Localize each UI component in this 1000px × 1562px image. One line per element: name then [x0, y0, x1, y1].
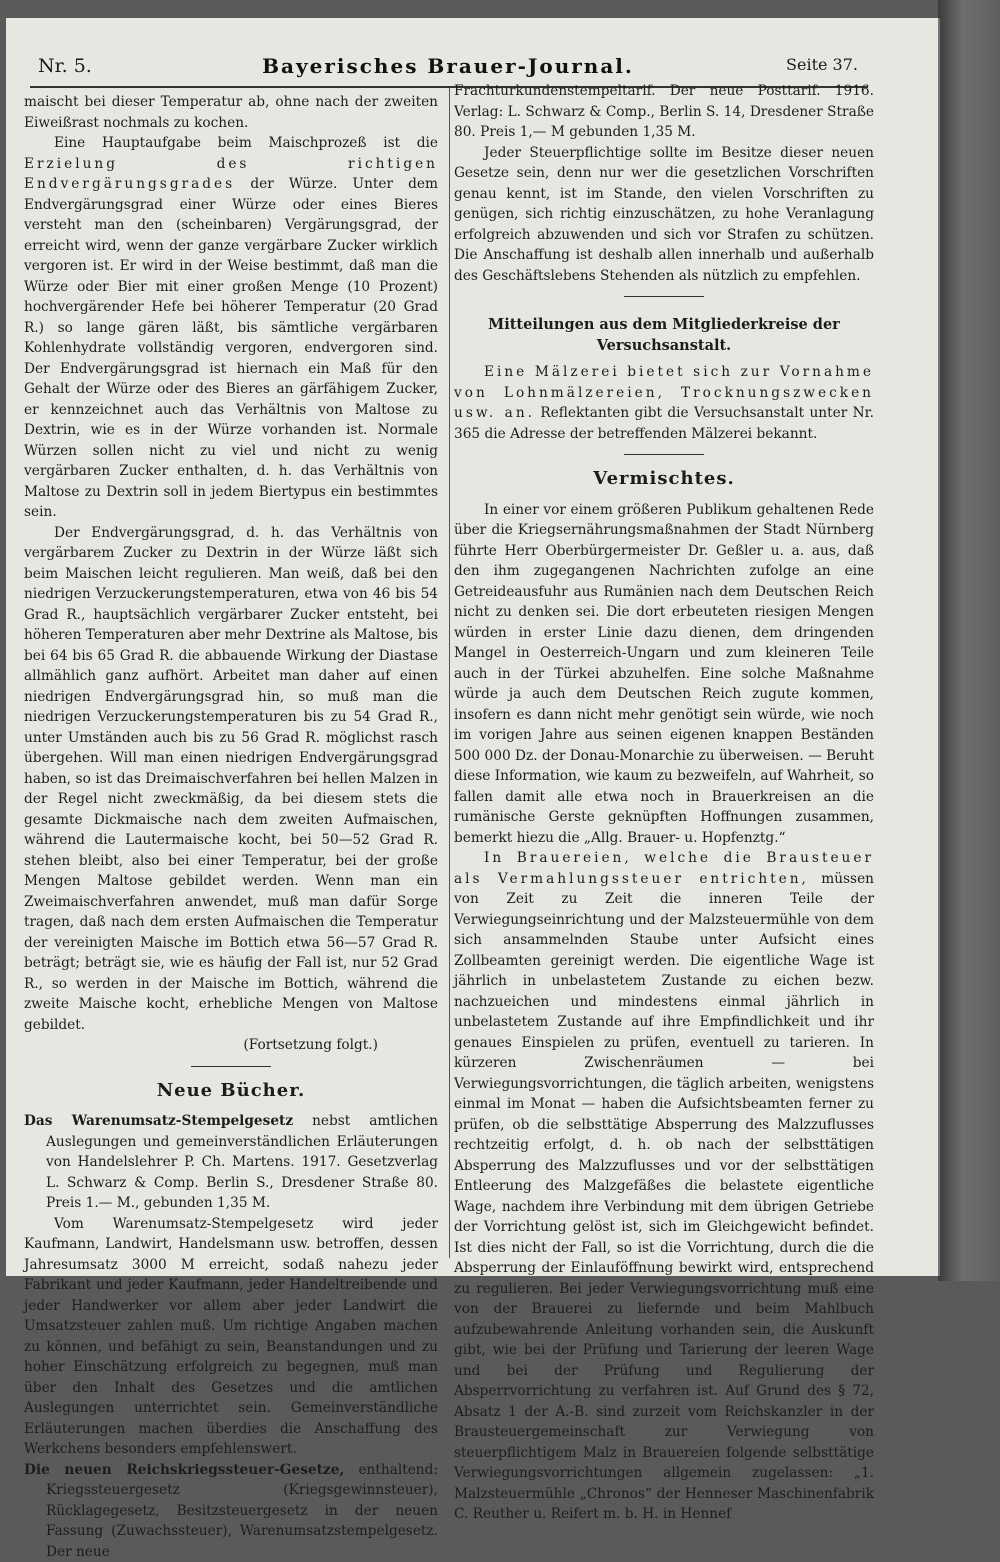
column-divider: [449, 88, 450, 1258]
paragraph: [24, 133, 438, 523]
section-divider: [191, 1066, 271, 1067]
text-run: Eine Hauptaufgabe beim Maischprozeß ist die: [54, 135, 438, 151]
book-details: enthaltend: Kriegssteuergesetz (Kriegsgewinnsteuer), Rücklagegesetz, Besitzsteuergesetz in der neuen Fassung (Zuwachssteuer), Warenumsatzstempelgesetz. Der neue: [46, 1462, 438, 1560]
paragraph: Der Endvergärungsgrad, d. h. das Verhältnis von vergärbarem Zucker zu Dextrin in der Würze läßt sich beim Maischen leicht regulieren. Man weiß, daß bei den niedrigen Verzuckerungstemperaturen, etwa von 46 bis 54 Grad R., hauptsächlich vergärbarer Zucker entsteht, bei höheren Temperaturen aber mehr Dextrine als Maltose, bis bei 64 bis 65 Grad R. die abbauende Wirkung der Diastase allmählich ganz aufhört. Arbeitet man daher auf einen niedrigen Endvergärungsgrad hin, so muß man die niedrigen Verzuckerungstemperaturen bis zu 54 Grad R., unter Umständen auch bis zu 56 Grad R. möglichst rasch übergehen. Will man einen niedrigen Endvergärungsgrad haben, so ist das Dreimaischverfahren bei hellen Malzen in der Regel nicht zweckmäßig, da bei diesem stets die gesamte Dickmaische nach dem zweiten Aufmaischen, während die Lautermaische kocht, bei 50—52 Grad R. stehen bleibt, also bei einer Temperatur, bei der große Mengen Maltose gebildet werden. Wenn man ein Zweimaischverfahren anwendet, muß man dafür Sorge tragen, daß nach dem ersten Aufmaischen die Temperatur der vereinigten Maische im Bottich etwa 56—57 Grad R. beträgt; beträgt sie, wie es häufig der Fall ist, nur 52 Grad R., so werden in der Maische im Bottich, während die zweite Maische kocht, erhebliche Mengen von Maltose gebildet.: [24, 523, 438, 1036]
book-entry: [24, 1111, 438, 1214]
left-column: [24, 92, 438, 1562]
journal-title: Bayerisches Brauer-Journal.: [38, 54, 858, 78]
continuation-note: (Fortsetzung folgt.): [24, 1035, 438, 1056]
paragraph: maischt bei dieser Temperatur ab, ohne nach der zweiten Eiweißrast nochmals zu kochen.: [24, 92, 438, 133]
spaced-text: In Brauereien, welche die Brausteuer als Vermahlungssteuer entrichten,: [454, 850, 874, 887]
paragraph: [454, 848, 874, 1525]
section-heading: Neue Bücher.: [24, 1081, 438, 1102]
paragraph: [454, 362, 874, 444]
section-divider: [624, 296, 704, 297]
book-title: Das Warenumsatz-Stempelgesetz: [24, 1113, 293, 1129]
paragraph: Frachturkundenstempeltarif. Der neue Posttarif. 1916. Verlag: L. Schwarz & Comp., Berlin S. 14, Dresdener Straße 80. Preis 1,— M gebunden 1,35 M.: [454, 81, 874, 143]
spaced-text: Eine Mälzerei bietet sich zur Vornahme von Lohnmälzereien, Trocknungszwecken usw. an.: [454, 364, 874, 421]
issue-number: Nr. 5.: [38, 55, 92, 77]
paragraph: In einer vor einem größeren Publikum gehaltenen Rede über die Kriegsernährungsmaßnahmen der Stadt Nürnberg führte Herr Oberbürgermeister Dr. Geßler u. a. aus, daß den ihm zugegangenen Nachrichten zufolge an eine Getreideausfuhr aus Rumänien nach dem Deutschen Reich nicht zu denken sei. Die dort erbeuteten riesigen Mengen würden in erster Linie dazu dienen, dem dringenden Mangel in Oesterreich-Ungarn und zum kleineren Teile auch in der Türkei abzuhelfen. Eine solche Maßnahme würde ja auch dem Deutschen Reich zugute kommen, insofern es dann nicht mehr genötigt sein würde, wie noch im vorigen Jahre aus seinen eigenen knappen Beständen 500 000 Dz. der Donau-Monarchie zu überweisen. — Beruht diese Information, wie kaum zu bezweifeln, auf Wahrheit, so fallen damit alle etwa noch in Brauerkreisen an die rumänische Gerste geknüpften Hoffnungen zusammen, bemerkt hiezu die „Allg. Brauer- u. Hopfenztg.“: [454, 500, 874, 849]
right-column: [454, 81, 874, 1525]
paragraph: Jeder Steuerpflichtige sollte im Besitze dieser neuen Gesetze sein, denn nur wer die gesetzlichen Vorschriften genau kennt, ist im Stande, den vielen Vorschriften zu genügen, sich richtig einzuschätzen, zu hohe Veranlagung erfolgreich abzuwenden und sich vor Strafen zu schützen. Die Anschaffung ist deshalb allen innerhalb und außerhalb des Geschäftslebens Stehenden als nützlich zu empfehlen.: [454, 143, 874, 287]
page-number: Seite 37.: [786, 55, 858, 74]
book-title: Die neuen Reichskriegssteuer-Gesetze,: [24, 1462, 344, 1478]
text-run: müssen von Zeit zu Zeit die inneren Teile der Verwiegungseinrichtung und der Malzsteuermühle von dem sich ansammelnden Staube unter Aufsicht eines Zollbeamten gereinigt werden. Die eigentliche Wage ist jährlich in unbelastetem Zustande zu eichen bezw. nachzueichen und mindestens einmal jährlich in unbelastetem Zustande auf ihre Empfindlichkeit und ihr genaues Einspielen zu prüfen, eventuell zu tarieren. In kürzeren Zwischenräumen — bei Verwiegungsvorrichtungen, die täglich arbeiten, wenigstens einmal im Monat — haben die Aufsichtsbeamten ferner zu prüfen, ob die selbsttätige Absperrung des Malzzuflusses rechtzeitig erfolgt, d. h. ob nach der selbsttätigen Absperrung des Malzzuflusses und vor der selbsttätigen Entleerung des Malzgefäßes die belastete eigentliche Wage, nachdem ihre Verbindung mit dem übrigen Getriebe der Vorrichtung gelöst ist, sich im Gleichgewicht befindet. Ist dies nicht der Fall, so ist die Vorrichtung, durch die die Absperrung der Einlauföffnung bewirkt wird, entsprechend zu regulieren. Bei jeder Verwiegungsvorrichtung muß eine von der Brauerei zu liefernde und beim Mahlbuch aufzubewahrende Anleitung vorhanden sein, die Auskunft gibt, wie bei der Prüfung und Tarierung der leeren Wage und bei der Prüfung und Regulierung der Absperrvorrichtung zu verfahren ist. Auf Grund des § 72, Absatz 1 der A.-B. sind zurzeit vom Reichskanzler in der Brausteuergemeinschaft zur Verwiegung von steuerpflichtigem Malz in Brauereien folgende selbsttätige Verwiegungsvorrichtungen allgemein zugelassen: „1. Malzsteuermühle „Chronos“ der Henneser Maschinenfabrik C. Reuther u. Reifert m. b. H. in Hennef: [454, 871, 874, 1523]
page-edge-shadow: [938, 0, 1000, 1281]
text-run: der Würze. Unter dem Endvergärungsgrad einer Würze oder eines Bieres versteht man den (scheinbaren) Vergärungsgrad, der erreicht wird, wenn der ganze vergärbare Zucker wirklich vergoren ist. Er wird in der Weise bestimmt, daß man die Würze oder Bier mit einer großen Menge (10 Prozent) hochvergärender Hefe bei höherer Temperatur (20 Grad R.) so lange gären läßt, bis sämtliche vergärbaren Kohlenhydrate vollständig vergoren, endvergoren sind. Der Endvergärungsgrad ist hiernach ein Maß für den Gehalt der Würze oder des Bieres an gärfähigem Zucker, er kennzeichnet auch das Verhältnis von Maltose zu Dextrin, wie es in der Würze vorhanden ist. Normale Würzen sollen nicht zu viel und nicht zu wenig vergärbaren Zucker enthalten, d. h. das Verhältnis von Maltose zu Dextrin soll in jedem Biertypus ein bestimmtes sein.: [24, 176, 438, 520]
section-divider: [624, 454, 704, 455]
book-entry: [24, 1460, 438, 1562]
paragraph: Vom Warenumsatz-Stempelgesetz wird jeder Kaufmann, Landwirt, Handelsmann usw. betroffen, dessen Jahresumsatz 3000 M erreicht, sodaß nahezu jeder Fabrikant und jeder Kaufmann, jeder Handeltreibende und jeder Handwerker vor allem aber jeder Landwirt die Umsatzsteuer zahlen muß. Um richtige Angaben machen zu können, und befähigt zu sein, Beanstandungen und zu hoher Einschätzung erfolgreich zu begegnen, muß man über den Inhalt des Gesetzes und die amtlichen Auslegungen unterrichtet sein. Gemeinverständliche Erläuterungen machen überdies die Anschaffung des Werkchens besonders empfehlenswert.: [24, 1214, 438, 1460]
spaced-text: Erzielung des richtigen Endvergärungsgrades: [24, 156, 438, 193]
section-heading: Mitteilungen aus dem Mitgliederkreise der Versuchsanstalt.: [454, 315, 874, 356]
section-heading: Vermischtes.: [454, 469, 874, 490]
text-run: Reflektanten gibt die Versuchsanstalt unter Nr. 365 die Adresse der betreffenden Mälzerei bekannt.: [454, 405, 874, 442]
page-header: [38, 55, 858, 83]
book-details: nebst amtlichen Auslegungen und gemeinverständlichen Erläuterungen von Handelslehrer P. Ch. Martens. 1917. Gesetzverlag L. Schwarz & Comp. Berlin S., Dresdener Straße 80. Preis 1.— M., gebunden 1,35 M.: [46, 1113, 438, 1211]
